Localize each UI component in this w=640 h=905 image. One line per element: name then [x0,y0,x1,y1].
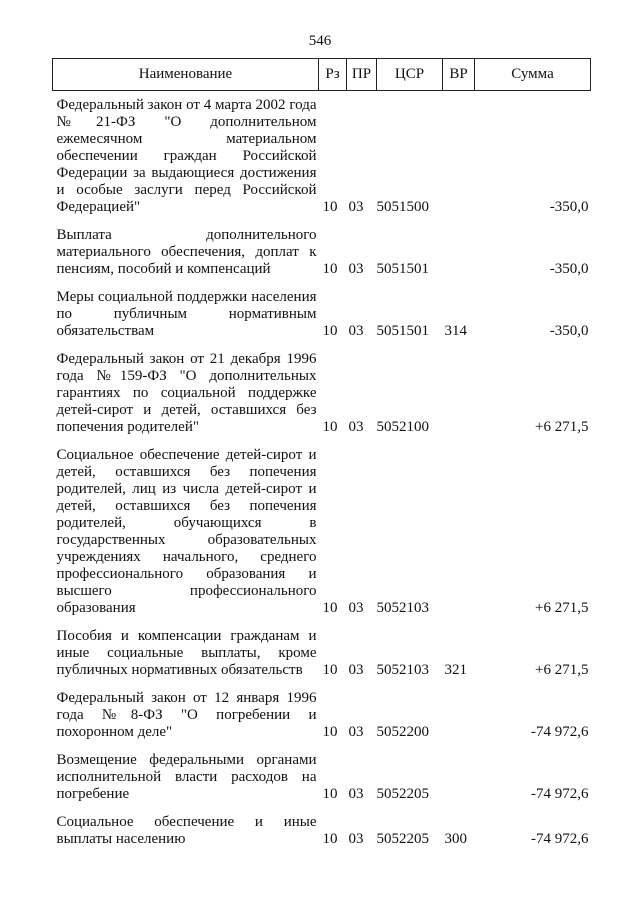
page-number: 546 [308,33,332,49]
row-pr: 03 [348,831,364,847]
table-row [53,91,591,228]
row-name: Выплата дополнительного материального обеспечения, доплат к пенсиям, пособий и компенсаций [56,227,317,277]
row-csr: 5051501 [376,323,429,339]
row-sum: +6 271,5 [535,419,589,435]
row-rz: 10 [322,724,338,740]
table-row [53,814,591,859]
row-sum: -74 972,6 [531,831,589,847]
column-header-name: Наименование [53,59,319,91]
row-csr: 5052205 [376,831,429,847]
row-name: Федеральный закон от 21 декабря 1996 года №159-ФЗ "О дополнительных гарантиях по социальной поддержке детей-сирот и детей, оставшихся без попечения родителей" [56,351,317,435]
row-pr: 03 [348,724,364,740]
row-name: Социальное обеспечение и иные выплаты населению [56,814,317,847]
budget-table [52,58,591,859]
row-csr: 5051500 [376,199,429,215]
row-name: Социальное обеспечение детей-сирот и детей, оставшихся без попечения родителей, лиц из числа детей-сирот и детей, оставшихся без попечения родителей, обучающихся в государственных образовательных учреждениях начального, среднего профессионального образования и высшего профессионального образования [56,447,317,616]
row-csr: 5052103 [376,662,429,678]
row-rz: 10 [322,199,338,215]
table-row [53,447,591,628]
row-pr: 03 [348,600,364,616]
row-csr: 5051501 [376,261,429,277]
row-sum: -350,0 [549,261,589,277]
row-vr [443,91,475,228]
row-name: Меры социальной поддержки населения по публичным нормативным обязательствам [56,289,317,339]
row-sum: -350,0 [549,323,589,339]
table-row [53,289,591,351]
row-rz: 10 [322,323,338,339]
row-vr [443,752,475,814]
column-header-vr: ВР [443,59,475,91]
row-csr: 5052200 [376,724,429,740]
row-pr: 03 [348,419,364,435]
row-sum: +6 271,5 [535,600,589,616]
row-name: Федеральный закон от 12 января 1996 года №8-ФЗ "О погребении и похоронном деле" [56,690,317,740]
column-header-csr: ЦСР [377,59,443,91]
row-vr: 321 [444,662,467,678]
row-rz: 10 [322,786,338,802]
row-pr: 03 [348,786,364,802]
table-row [53,752,591,814]
table-row [53,351,591,447]
row-csr: 5052205 [376,786,429,802]
column-header-rz: Рз [319,59,347,91]
row-vr [443,690,475,752]
row-name: Пособия и компенсации гражданам и иные социальные выплаты, кроме публичных нормативных обязательств [56,628,317,678]
table-row [53,227,591,289]
row-rz: 10 [322,419,338,435]
row-pr: 03 [348,662,364,678]
row-sum: +6 271,5 [535,662,589,678]
table-body [53,91,591,860]
row-pr: 03 [348,261,364,277]
row-vr: 314 [444,323,467,339]
row-csr: 5052103 [376,600,429,616]
row-name: Федеральный закон от 4 марта 2002 года №21-ФЗ "О дополнительном ежемесячном материальном обеспечении граждан Российской Федерации за выдающиеся достижения и особые заслуги перед Российской Федерацией" [56,97,317,215]
table-row [53,628,591,690]
row-rz: 10 [322,831,338,847]
row-name: Возмещение федеральными органами исполнительной власти расходов на погребение [56,752,317,802]
row-vr: 300 [444,831,467,847]
row-vr [443,351,475,447]
row-rz: 10 [322,662,338,678]
row-pr: 03 [348,323,364,339]
column-header-sum: Сумма [475,59,591,91]
row-sum: -74 972,6 [531,786,589,802]
row-rz: 10 [322,261,338,277]
table-header [53,59,591,91]
row-csr: 5052100 [376,419,429,435]
row-rz: 10 [322,600,338,616]
row-sum: -350,0 [549,199,589,215]
row-vr [443,447,475,628]
row-pr: 03 [348,199,364,215]
row-vr [443,227,475,289]
row-sum: -74 972,6 [531,724,589,740]
table-row [53,690,591,752]
column-header-pr: ПР [347,59,377,91]
